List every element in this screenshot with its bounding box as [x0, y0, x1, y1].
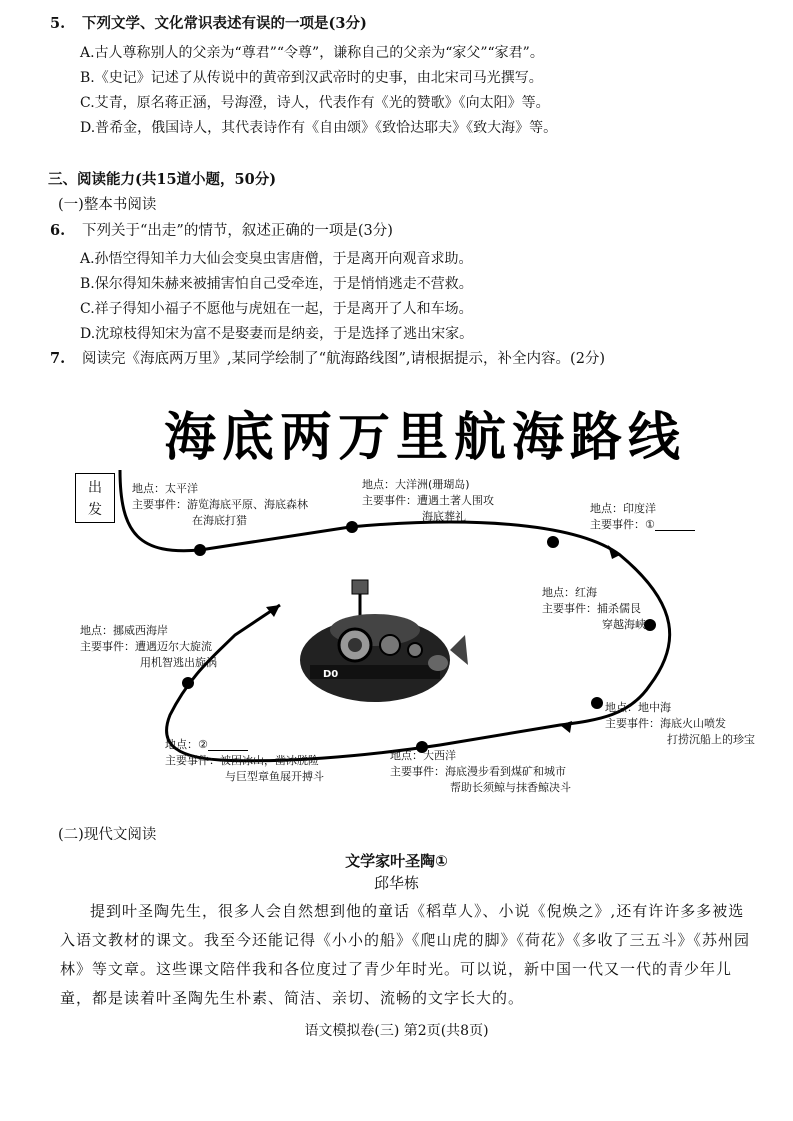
stop-norway-event: 主要事件：遭遇迈尔大旋流: [80, 640, 212, 653]
stop-blank-2-place: 地点：②: [165, 738, 208, 751]
stop-atlantic-event: 主要事件：海底漫步看到煤矿和城市: [390, 765, 566, 778]
blank-1[interactable]: [655, 520, 695, 531]
stop-red-sea-event-2: 穿越海峡: [602, 618, 646, 631]
page-footer: 语文模拟卷(三) 第2页(共8页): [304, 1023, 489, 1039]
stop-indian: [590, 501, 695, 533]
q6-option-b: B.保尔得知朱赫来被捕害怕自己受牵连，于是悄悄逃走不营救。: [80, 276, 473, 292]
section3-heading: 三、阅读能力(共15道小题，50分): [48, 171, 277, 188]
q6-option-a: A.孙悟空得知羊力大仙会变臭虫害唐僧，于是离开向观音求助。: [80, 251, 473, 267]
stop-norway-place: 地点：挪威西海岸: [80, 624, 168, 637]
stop-red-sea-event: 主要事件：捕杀儒艮: [542, 602, 641, 615]
stop-atlantic-place: 地点：大西洋: [390, 749, 456, 762]
stop-blank-2: [165, 737, 324, 785]
stop-dot-pacific: [194, 544, 206, 556]
stop-norway-event-2: 用机智逃出旋涡: [140, 656, 217, 669]
section-modern-heading: (二)现代文阅读: [58, 827, 157, 843]
stop-dot-mediterranean: [591, 697, 603, 709]
q5-option-a: A.古人尊称别人的父亲为“尊君”“令尊”，谦称自己的父亲为“家父”“家君”。: [80, 45, 544, 61]
stop-mediterranean-event: 主要事件：海底火山喷发: [605, 717, 726, 730]
stop-norway: [80, 623, 217, 671]
q5-option-c: C.艾青，原名蒋正涵，号海澄，诗人，代表作有《光的赞歌》《向太阳》等。: [80, 95, 550, 111]
stop-atlantic-event-2: 帮助长须鲸与抹香鲸决斗: [450, 781, 571, 794]
stop-oceania-event: 主要事件：遭遇土著人围攻: [362, 494, 494, 507]
map-title: 海底两万里航海路线: [163, 408, 686, 468]
article-paragraph: 提到叶圣陶先生，很多人会自然想到他的童话《稻草人》、小说《倪焕之》,还有许许多多被选入语文教材的课文。我至今还能记得《小小的船》《爬山虎的脚》《荷花》《多收了三五斗》《苏州园林》等文章。这些课文陪伴我和各位度过了青少年时光。可以说，新中国一代又一代的青少年儿童，都是读着叶圣陶先生朴素、简洁、亲切、流畅的文字长大的。: [60, 902, 751, 1007]
stop-pacific: [132, 481, 308, 529]
stop-indian-place: 地点：印度洋: [590, 502, 656, 515]
submarine-label: D0: [323, 669, 339, 680]
stop-mediterranean-place: 地点：地中海: [605, 701, 671, 714]
q6-option-d: D.沈琼枝得知宋为富不是娶妻而是纳妾，于是选择了逃出宋家。: [80, 326, 474, 342]
start-label-1: 出: [88, 480, 102, 496]
q5-option-d: D.普希金，俄国诗人，其代表诗作有《自由颂》《致恰达耶夫》《致大海》等。: [80, 120, 558, 136]
stop-oceania: [362, 477, 494, 525]
stop-oceania-place: 地点：大洋洲(珊瑚岛): [362, 478, 470, 491]
stop-mediterranean: [605, 700, 755, 748]
stop-atlantic: [390, 748, 571, 796]
q5-number: 5.: [50, 15, 66, 32]
section3-sub1: (一)整本书阅读: [58, 197, 157, 213]
stop-oceania-event-2: 海底葬礼: [422, 510, 466, 523]
route-map: [60, 395, 760, 815]
stop-mediterranean-event-2: 打捞沉船上的珍宝: [667, 733, 755, 746]
q5-stem: 下列文学、文化常识表述有误的一项是(3分): [82, 15, 367, 32]
stop-dot-norway: [182, 677, 194, 689]
stop-indian-event: 主要事件：①: [590, 518, 655, 531]
q6-number: 6.: [50, 222, 66, 239]
stop-dot-oceania: [346, 521, 358, 533]
q5-option-b: B.《史记》记述了从传说中的黄帝到汉武帝时的史事，由北宋司马光撰写。: [80, 70, 543, 86]
stop-blank-2-event-2: 与巨型章鱼展开搏斗: [225, 770, 324, 783]
q6-stem: 下列关于“出走”的情节，叙述正确的一项是(3分): [82, 223, 393, 239]
article-title: 文学家叶圣陶①: [345, 852, 448, 870]
stop-blank-2-event: 主要事件：被困冰山，凿冰脱险: [165, 754, 319, 767]
blank-2[interactable]: [208, 740, 248, 751]
article-author: 邱华栋: [373, 874, 419, 892]
start-label-2: 发: [88, 502, 102, 518]
stop-pacific-place: 地点：太平洋: [132, 482, 198, 495]
stop-dot-indian: [547, 536, 559, 548]
q7-number: 7.: [50, 350, 66, 367]
submarine-illustration: [300, 580, 468, 702]
stop-pacific-event: 主要事件：游览海底平原、海底森林: [132, 498, 308, 511]
stop-red-sea-place: 地点：红海: [542, 586, 597, 599]
q7-stem: 阅读完《海底两万里》,某同学绘制了“航海路线图”,请根据提示，补全内容。(2分): [82, 351, 606, 367]
stop-red-sea: [542, 585, 646, 633]
q6-option-c: C.祥子得知小福子不愿他与虎妞在一起，于是离开了人和车场。: [80, 301, 473, 317]
stop-pacific-event-2: 在海底打猎: [192, 514, 247, 527]
